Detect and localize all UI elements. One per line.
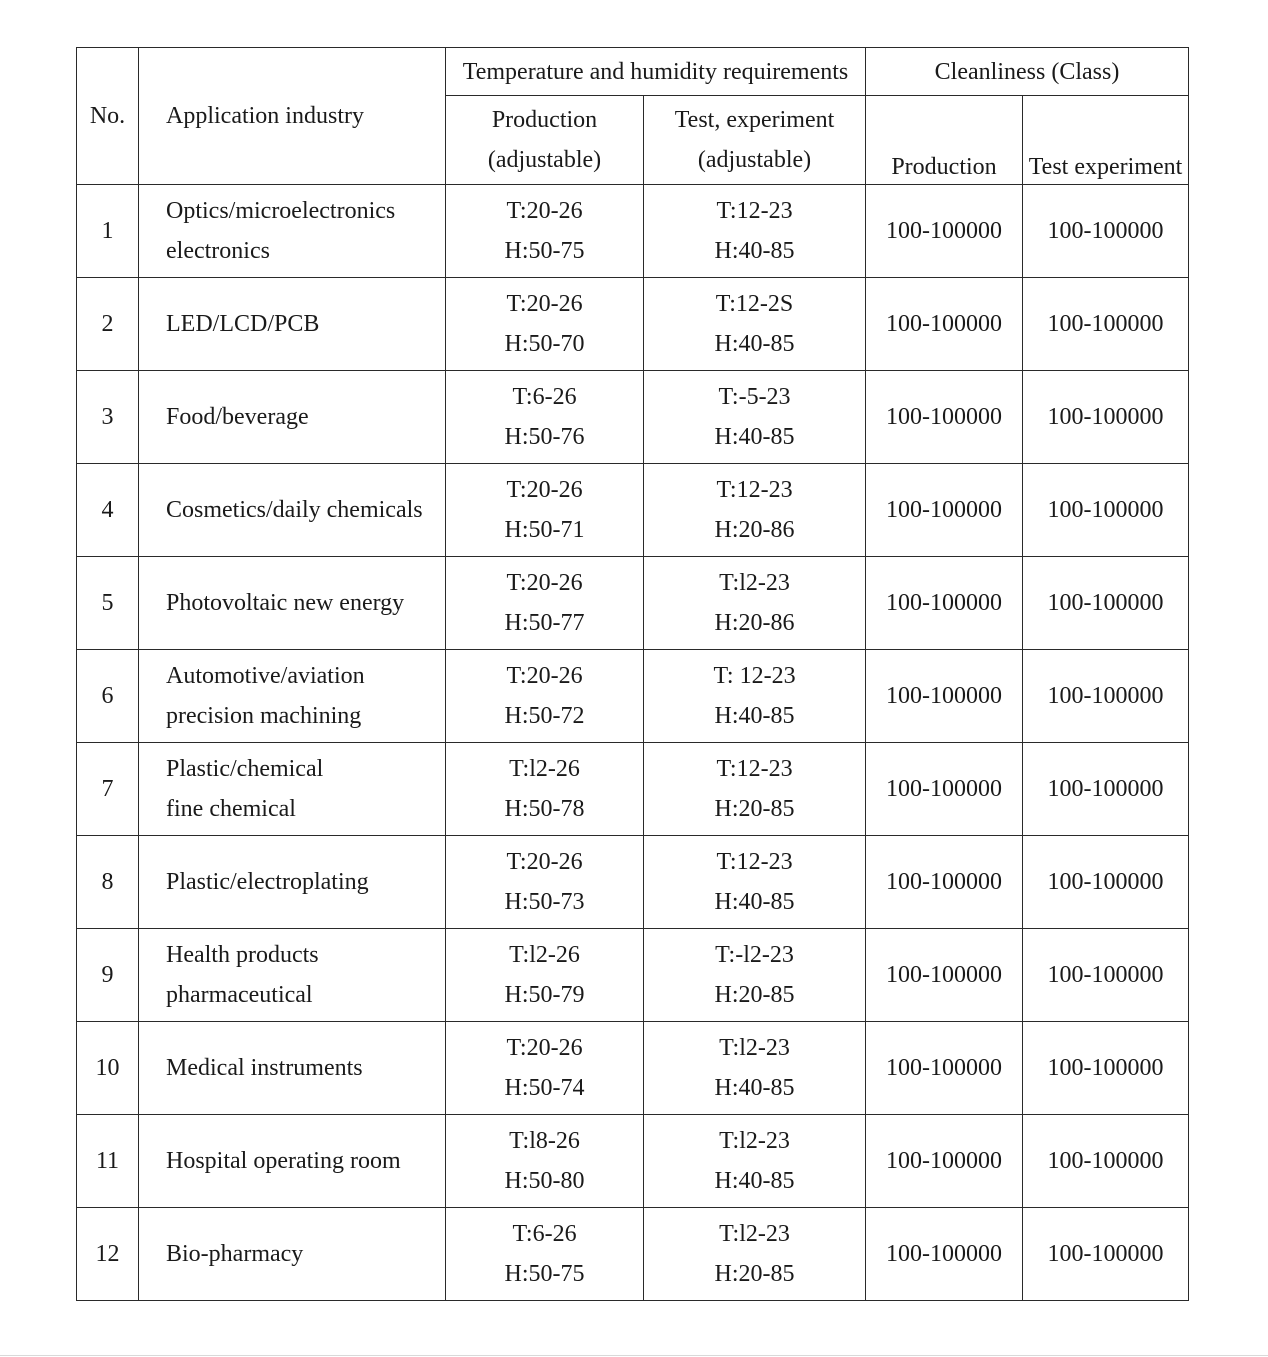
row-test-th-line: T: 12-23 [713, 663, 796, 689]
row-test-th [644, 743, 866, 836]
row-production-th [446, 929, 644, 1022]
row-test-th-line: T:12-23 [716, 756, 793, 782]
row-production-th-line: H:50-73 [504, 889, 585, 915]
table-row [77, 557, 1189, 650]
row-industry-line: Photovoltaic new energy [166, 590, 405, 616]
row-production-th-line: H:50-77 [504, 610, 585, 636]
row-number: 2 [77, 278, 139, 371]
row-industry-line: Optics/microelectronics [166, 198, 396, 224]
row-production-th-line: T:20-26 [506, 849, 583, 875]
row-industry [139, 185, 446, 278]
row-number: 5 [77, 557, 139, 650]
row-industry-line: Plastic/electroplating [166, 869, 369, 895]
requirements-table [76, 47, 1189, 1301]
row-test-th-line: H:40-85 [714, 238, 795, 264]
row-test-th-line: H:20-85 [714, 796, 795, 822]
row-industry [139, 650, 446, 743]
row-number: 3 [77, 371, 139, 464]
row-industry [139, 557, 446, 650]
row-test-th-line: T:l2-23 [719, 1035, 790, 1061]
row-industry-line: Hospital operating room [166, 1148, 401, 1174]
row-number: 12 [77, 1208, 139, 1301]
row-industry-line: pharmaceutical [166, 982, 313, 1008]
row-production-th-line: H:50-76 [504, 424, 585, 450]
row-clean-test: 100-100000 [1023, 650, 1189, 743]
row-test-th [644, 278, 866, 371]
page-divider [0, 1355, 1268, 1356]
row-clean-test: 100-100000 [1023, 278, 1189, 371]
row-test-th-line: T:-5-23 [718, 384, 791, 410]
row-production-th-line: T:l8-26 [509, 1128, 580, 1154]
row-test-th-line: T:12-23 [716, 849, 793, 875]
row-production-th [446, 185, 644, 278]
row-industry [139, 1022, 446, 1115]
row-test-th-line: H:40-85 [714, 1168, 795, 1194]
table-row [77, 1022, 1189, 1115]
row-test-th-line: H:40-85 [714, 331, 795, 357]
row-production-th-line: H:50-80 [504, 1168, 585, 1194]
row-industry [139, 836, 446, 929]
row-industry [139, 743, 446, 836]
row-clean-production: 100-100000 [866, 371, 1023, 464]
row-production-th-line: T:l2-26 [509, 942, 580, 968]
table-row [77, 185, 1189, 278]
row-test-th-line: T:12-23 [716, 198, 793, 224]
row-clean-test: 100-100000 [1023, 371, 1189, 464]
row-production-th [446, 743, 644, 836]
header-test-line-1: Test, experiment [674, 107, 835, 133]
header-clean-test: Test experiment [1023, 96, 1189, 185]
row-test-th-line: T:l2-23 [719, 570, 790, 596]
row-industry-line: Automotive/aviation [166, 663, 365, 689]
row-clean-production: 100-100000 [866, 650, 1023, 743]
table-row [77, 836, 1189, 929]
row-production-th [446, 557, 644, 650]
row-number: 4 [77, 464, 139, 557]
header-industry: Application industry [139, 48, 446, 185]
table-row [77, 1115, 1189, 1208]
row-industry-line: Medical instruments [166, 1055, 363, 1081]
row-clean-test: 100-100000 [1023, 464, 1189, 557]
row-production-th-line: T:20-26 [506, 570, 583, 596]
row-production-th-line: T:20-26 [506, 198, 583, 224]
row-industry [139, 371, 446, 464]
row-number: 9 [77, 929, 139, 1022]
row-test-th [644, 1022, 866, 1115]
row-test-th [644, 464, 866, 557]
row-industry-line: Health products [166, 942, 319, 968]
row-number: 7 [77, 743, 139, 836]
header-production-line-1: Production [491, 107, 598, 133]
row-clean-production: 100-100000 [866, 1115, 1023, 1208]
header-test-line-2: (adjustable) [697, 147, 812, 173]
row-clean-test: 100-100000 [1023, 1208, 1189, 1301]
row-production-th-line: H:50-74 [504, 1075, 585, 1101]
row-test-th-line: H:40-85 [714, 703, 795, 729]
row-test-th-line: H:40-85 [714, 889, 795, 915]
row-clean-production: 100-100000 [866, 1022, 1023, 1115]
row-industry-line: Bio-pharmacy [166, 1241, 304, 1267]
table-row [77, 1208, 1189, 1301]
table-row [77, 278, 1189, 371]
row-test-th-line: H:20-85 [714, 1261, 795, 1287]
row-industry-line: LED/LCD/PCB [166, 311, 320, 337]
row-production-th [446, 1022, 644, 1115]
row-production-th-line: T:6-26 [512, 384, 577, 410]
row-production-th-line: T:20-26 [506, 663, 583, 689]
row-test-th [644, 185, 866, 278]
row-test-th [644, 929, 866, 1022]
row-test-th-line: H:40-85 [714, 424, 795, 450]
row-clean-production: 100-100000 [866, 557, 1023, 650]
row-clean-test: 100-100000 [1023, 1115, 1189, 1208]
table-row [77, 371, 1189, 464]
row-clean-production: 100-100000 [866, 1208, 1023, 1301]
row-industry [139, 278, 446, 371]
row-production-th-line: T:20-26 [506, 291, 583, 317]
row-number: 11 [77, 1115, 139, 1208]
table-row [77, 650, 1189, 743]
row-clean-test: 100-100000 [1023, 836, 1189, 929]
header-row-group [77, 48, 1189, 96]
row-clean-production: 100-100000 [866, 836, 1023, 929]
row-production-th [446, 1115, 644, 1208]
row-production-th-line: T:l2-26 [509, 756, 580, 782]
row-industry-line: precision machining [166, 703, 362, 729]
row-production-th-line: H:50-78 [504, 796, 585, 822]
row-industry-line: Food/beverage [166, 404, 309, 430]
row-production-th [446, 464, 644, 557]
row-test-th-line: H:20-85 [714, 982, 795, 1008]
row-test-th-line: T:l2-23 [719, 1221, 790, 1247]
row-number: 8 [77, 836, 139, 929]
row-clean-test: 100-100000 [1023, 743, 1189, 836]
row-industry [139, 464, 446, 557]
row-clean-production: 100-100000 [866, 929, 1023, 1022]
row-test-th [644, 371, 866, 464]
row-production-th-line: H:50-75 [504, 1261, 585, 1287]
header-no: No. [77, 48, 139, 185]
row-industry-line: electronics [166, 238, 270, 264]
row-clean-test: 100-100000 [1023, 185, 1189, 278]
header-test-adjustable [644, 96, 866, 185]
header-temp-humidity: Temperature and humidity requirements [446, 48, 866, 96]
row-clean-production: 100-100000 [866, 743, 1023, 836]
table-row [77, 929, 1189, 1022]
table-row [77, 464, 1189, 557]
row-clean-production: 100-100000 [866, 278, 1023, 371]
row-test-th-line: T:-l2-23 [715, 942, 794, 968]
row-test-th-line: T:12-2S [715, 291, 794, 317]
row-production-th-line: T:20-26 [506, 477, 583, 503]
row-production-th [446, 278, 644, 371]
row-production-th-line: T:20-26 [506, 1035, 583, 1061]
row-number: 10 [77, 1022, 139, 1115]
row-clean-test: 100-100000 [1023, 1022, 1189, 1115]
header-clean-production: Production [866, 96, 1023, 185]
row-test-th [644, 557, 866, 650]
row-number: 1 [77, 185, 139, 278]
row-test-th-line: T:l2-23 [719, 1128, 790, 1154]
row-industry-line: Cosmetics/daily chemicals [166, 497, 423, 523]
row-industry [139, 1115, 446, 1208]
header-production-line-2: (adjustable) [487, 147, 602, 173]
row-industry [139, 1208, 446, 1301]
table-row [77, 743, 1189, 836]
row-clean-test: 100-100000 [1023, 929, 1189, 1022]
row-test-th [644, 836, 866, 929]
row-production-th [446, 1208, 644, 1301]
row-production-th-line: H:50-75 [504, 238, 585, 264]
row-test-th-line: T:12-23 [716, 477, 793, 503]
row-clean-production: 100-100000 [866, 464, 1023, 557]
row-test-th [644, 1208, 866, 1301]
row-production-th [446, 371, 644, 464]
row-number: 6 [77, 650, 139, 743]
row-production-th-line: H:50-72 [504, 703, 585, 729]
row-production-th [446, 650, 644, 743]
header-production-adjustable [446, 96, 644, 185]
row-production-th-line: H:50-79 [504, 982, 585, 1008]
row-production-th-line: T:6-26 [512, 1221, 577, 1247]
row-clean-production: 100-100000 [866, 185, 1023, 278]
header-cleanliness: Cleanliness (Class) [866, 48, 1189, 96]
row-test-th [644, 1115, 866, 1208]
row-test-th-line: H:20-86 [714, 517, 795, 543]
row-industry-line: fine chemical [166, 796, 296, 822]
row-clean-test: 100-100000 [1023, 557, 1189, 650]
row-industry [139, 929, 446, 1022]
row-production-th-line: H:50-71 [504, 517, 585, 543]
row-production-th [446, 836, 644, 929]
row-test-th-line: H:40-85 [714, 1075, 795, 1101]
row-production-th-line: H:50-70 [504, 331, 585, 357]
row-industry-line: Plastic/chemical [166, 756, 324, 782]
row-test-th-line: H:20-86 [714, 610, 795, 636]
row-test-th [644, 650, 866, 743]
